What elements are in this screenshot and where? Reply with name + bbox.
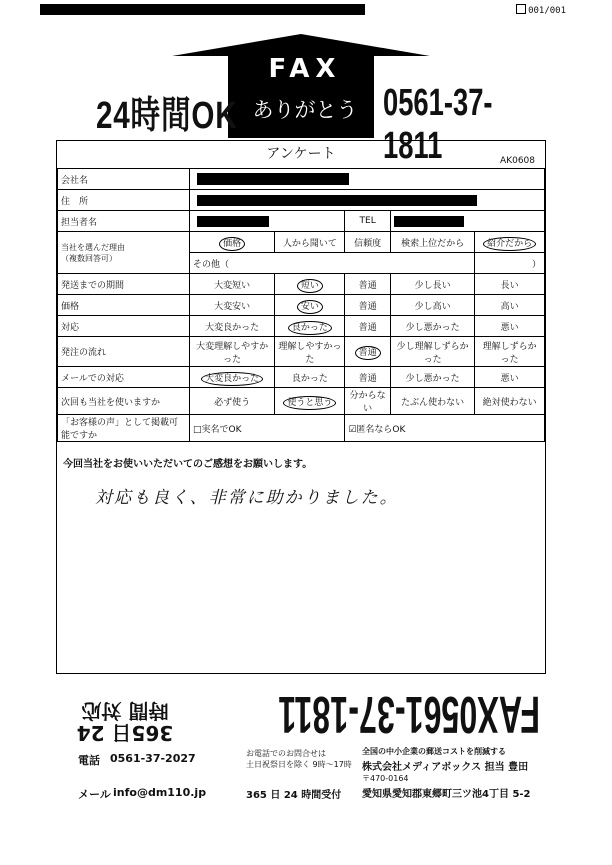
table-row: 価格 大変安い 安い 普通 少し高い 高い [58,295,545,316]
reason-option[interactable]: 信頼度 [345,232,391,253]
page-number: 001/001 [516,4,566,16]
survey-table [57,168,545,442]
company-label: 会社名 [58,169,190,190]
page-icon [516,4,526,14]
tel-number[interactable]: 0561-37-2027 [110,752,196,765]
reason-option[interactable]: 価格 [190,232,275,253]
reason-option[interactable]: 紹介だから [475,232,545,253]
table-row: 次回も当社を使いますか 必ず使う 使うと思う 分からない たぶん使わない 絶対使わない [58,388,545,415]
upside-down-fax: FAX0561-37-1811 [278,685,540,743]
comment-prompt: 今回当社をお使いいただいてのご感想をお願いします。 [63,459,313,470]
address-label: 住 所 [58,190,190,211]
form-code: AK0608 [500,156,535,166]
reason-option[interactable]: 人から聞いて [275,232,345,253]
tel-field[interactable] [390,211,544,232]
survey-form [56,140,546,674]
reason-option[interactable]: 検索上位だから [390,232,474,253]
voice-option-realname[interactable]: □実名でOK [190,415,345,442]
company-name: 株式会社メディアボックス 担当 豊田 [362,762,529,773]
tel-label: 電話 [78,754,100,767]
mail-label: メール [78,788,111,801]
hours-label: 24時間OK [96,95,238,137]
contact-label: 担当者名 [58,211,190,232]
upside-down-banner [70,684,540,744]
voice-option-anonymous[interactable]: ☑匿名ならOK [345,415,545,442]
table-row: 対応 大変良かった 良かった 普通 少し悪かった 悪い [58,316,545,337]
handwritten-comment[interactable]: 対応も良く、非常に助かりました。 [95,488,399,508]
table-row [58,415,545,442]
table-row: 発送までの期間 大変短い 短い 普通 少し長い 長い [58,274,545,295]
table-row: 発注の流れ 大変理解しやすかった 理解しやすかった 普通 少し理解しずらかった 理解しずらかった [58,337,545,367]
redacted-header-bar [40,4,365,15]
contact-field[interactable] [190,211,345,232]
mail-address[interactable]: info@dm110.jp [113,786,207,799]
company-field[interactable] [190,169,545,190]
thanks-label: ありがとう [252,98,358,122]
postal-code: 〒470-0164 [362,774,409,783]
form-title: アンケート [266,146,336,162]
company-address: 愛知県愛知郡東郷町三ツ池4丁目 5-2 [362,789,531,800]
voice-label: 「お客様の声」として掲載可能ですか [58,415,190,442]
reason-label: 当社を選んだ理由 （複数回答可） [58,232,190,274]
hours-note: お電話でのお問合せは 土日祝祭日を除く 9時〜17時 [246,749,352,769]
fax-phone: 0561-37-1811 [383,82,493,167]
fax-label: FAX [268,54,342,84]
table-row: メールでの対応 大変良かった 良かった 普通 少し悪かった 悪い [58,367,545,388]
reason-other[interactable]: その他（ [190,253,475,274]
tel-label: TEL [345,211,391,232]
reason-other-close: ） [475,253,545,274]
upside-down-hours: 365日 24時間 対応 [76,699,174,745]
fax-hours: 365 日 24 時間受付 [246,790,342,801]
tagline: 全国の中小企業の郵送コストを削減する [362,747,506,756]
address-field[interactable] [190,190,545,211]
